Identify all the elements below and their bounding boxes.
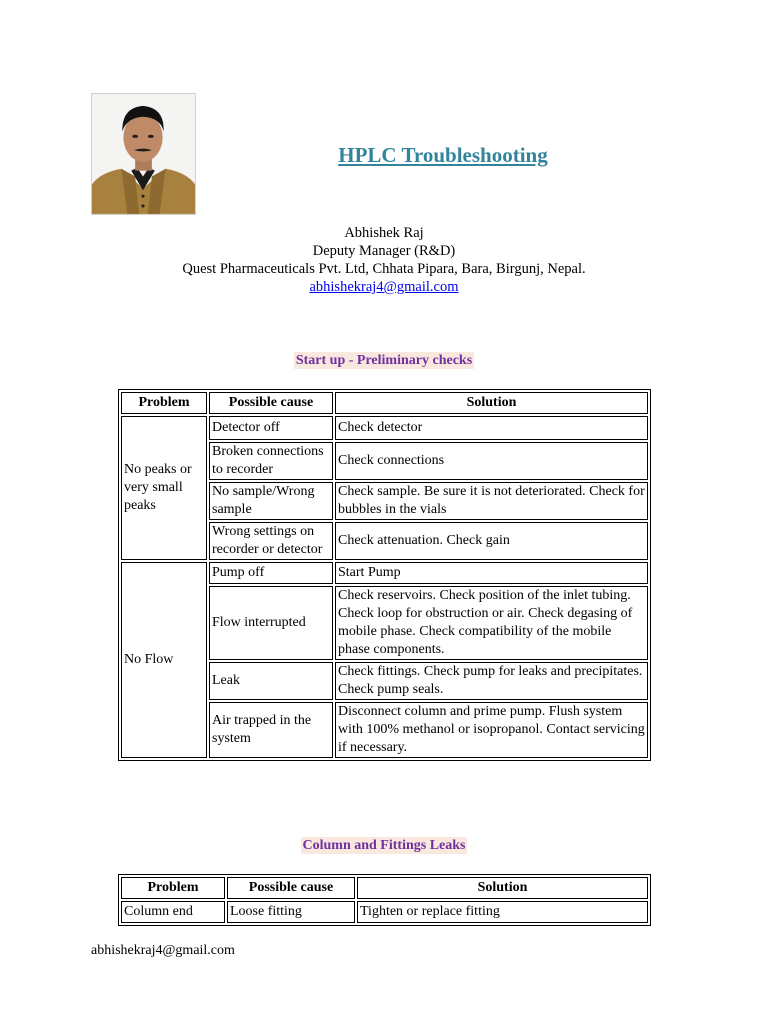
column-leaks-table (118, 874, 651, 926)
solution-cell: Check connections (335, 442, 648, 480)
solution-cell: Check reservoirs. Check position of the inlet tubing. Check loop for obstruction or air. Check degasing of mobile phase. Check compatibility of the mobile phase components. (335, 586, 648, 660)
header-problem: Problem (121, 392, 207, 414)
problem-cell: No Flow (121, 562, 207, 758)
cause-cell: Leak (209, 662, 333, 700)
header-possible-cause: Possible cause (209, 392, 333, 414)
cause-cell: Detector off (209, 416, 333, 440)
cause-cell: Broken connections to recorder (209, 442, 333, 480)
table-header-row (121, 392, 648, 414)
section-heading-leaks (0, 838, 768, 854)
header-solution: Solution (335, 392, 648, 414)
solution-cell: Check attenuation. Check gain (335, 522, 648, 560)
document-title (0, 143, 768, 168)
solution-cell: Start Pump (335, 562, 648, 584)
table-row (121, 562, 648, 584)
cause-cell: Pump off (209, 562, 333, 584)
header-solution: Solution (357, 877, 648, 899)
cause-cell: No sample/Wrong sample (209, 482, 333, 520)
section-heading-startup (0, 353, 768, 369)
table-header-row (121, 877, 648, 899)
author-name: Abhishek Raj (344, 225, 424, 241)
solution-cell: Tighten or replace fitting (357, 901, 648, 923)
header-possible-cause: Possible cause (227, 877, 355, 899)
author-email-link[interactable]: abhishekraj4@gmail.com (309, 279, 459, 295)
problem-cell: No peaks or very small peaks (121, 416, 207, 560)
document-title-text: HPLC Troubleshooting (338, 143, 548, 167)
header-problem: Problem (121, 877, 225, 899)
solution-cell: Check sample. Be sure it is not deteriorated. Check for bubbles in the vials (335, 482, 648, 520)
cause-cell: Loose fitting (227, 901, 355, 923)
solution-cell: Disconnect column and prime pump. Flush system with 100% methanol or isopropanol. Contact servicing if necessary. (335, 702, 648, 758)
cause-cell: Wrong settings on recorder or detector (209, 522, 333, 560)
solution-cell: Check fittings. Check pump for leaks and precipitates. Check pump seals. (335, 662, 648, 700)
table-row (121, 901, 648, 923)
footer-email: abhishekraj4@gmail.com (91, 943, 235, 958)
preliminary-checks-table (118, 389, 651, 761)
section-heading-leaks-text: Column and Fittings Leaks (302, 838, 466, 853)
author-company: Quest Pharmaceuticals Pvt. Ltd, Chhata Pipara, Bara, Birgunj, Nepal. (182, 261, 586, 277)
section-heading-startup-text: Start up - Preliminary checks (295, 353, 473, 368)
solution-cell: Check detector (335, 416, 648, 440)
problem-cell: Column end (121, 901, 225, 923)
cause-cell: Flow interrupted (209, 586, 333, 660)
cause-cell: Air trapped in the system (209, 702, 333, 758)
table-row (121, 416, 648, 440)
author-block (0, 224, 768, 296)
author-position: Deputy Manager (R&D) (312, 243, 456, 259)
